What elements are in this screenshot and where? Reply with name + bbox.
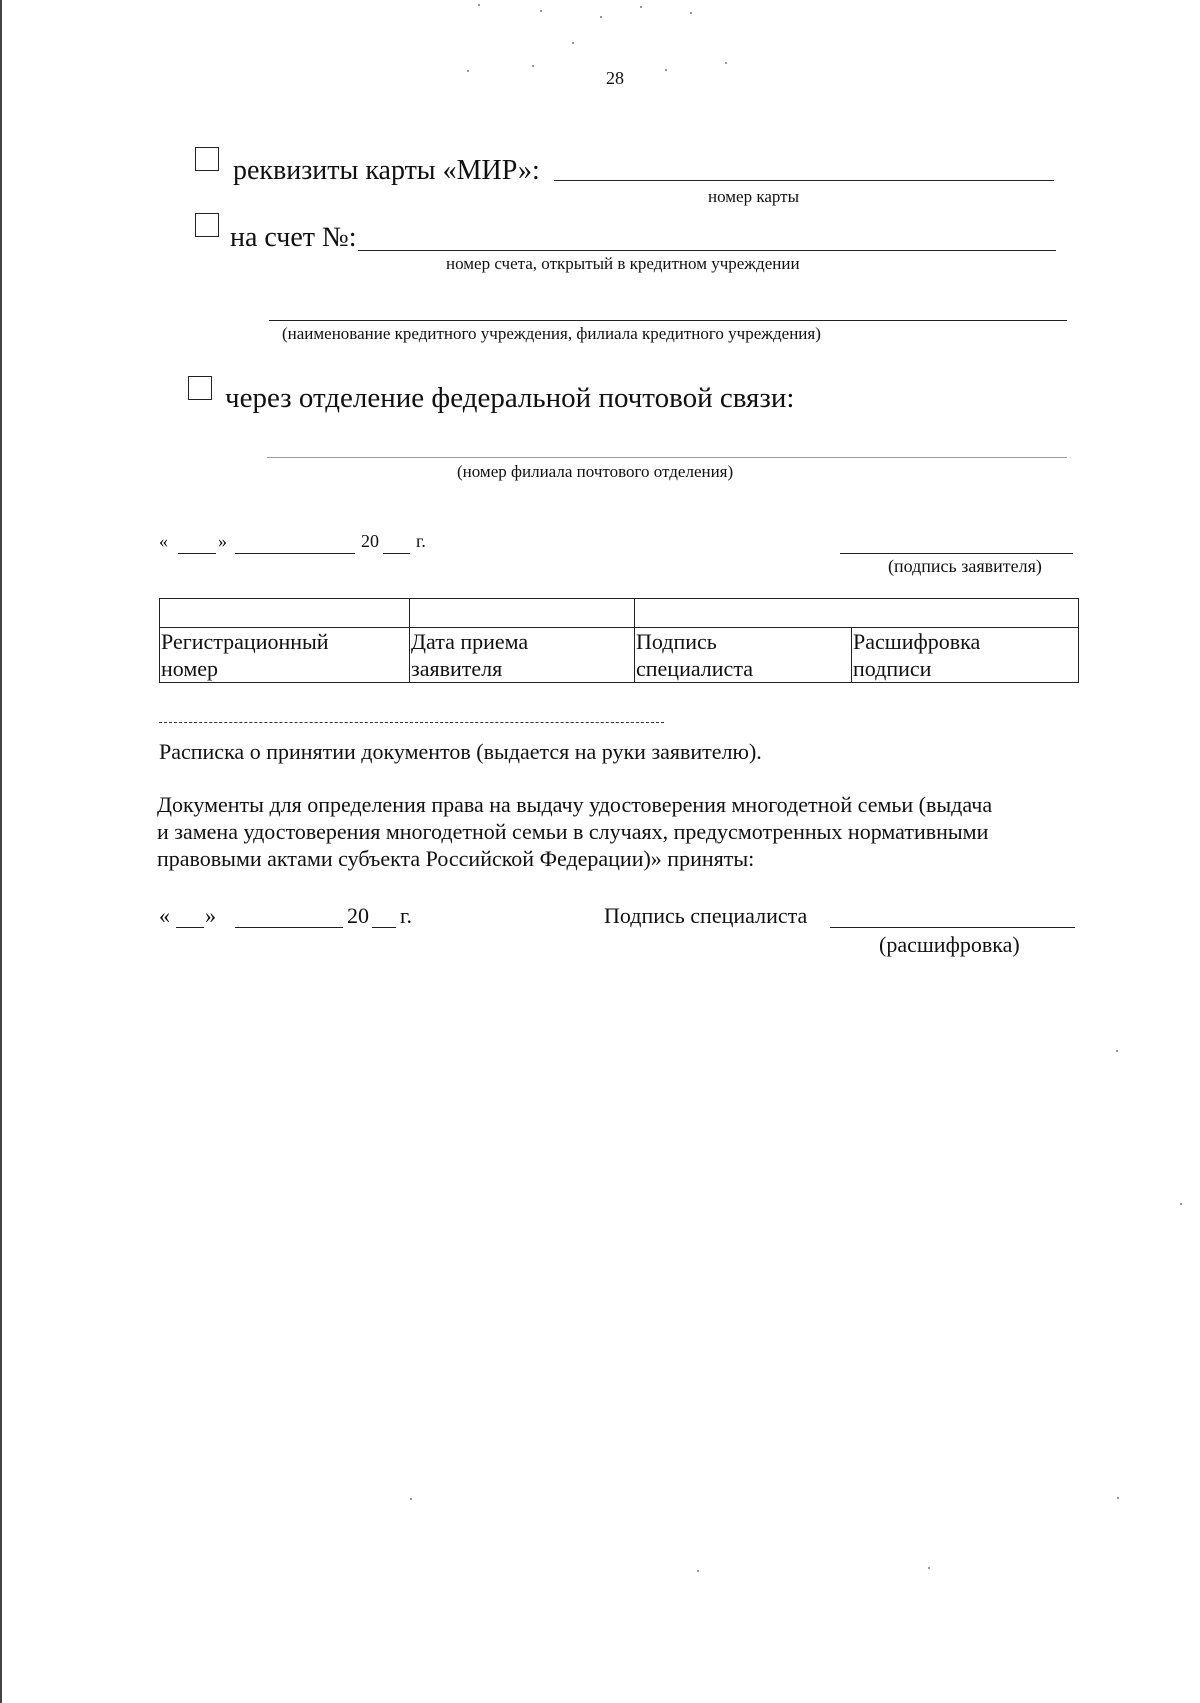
receipt-year-suffix: г.	[400, 903, 413, 928]
applicant-signature-caption: (подпись заявителя)	[888, 556, 1042, 576]
applicant-date-close-quote: »	[218, 531, 227, 551]
scan-speck	[600, 16, 602, 18]
receipt-body-line: и замена удостоверения многодетной семьи в случаях, предусмотренных нормативными	[157, 819, 989, 844]
table-cell-empty	[160, 599, 410, 628]
applicant-date-open-quote: «	[159, 531, 168, 551]
post-office-number-field[interactable]	[267, 457, 1067, 458]
bank-name-field[interactable]	[269, 320, 1067, 321]
mir-card-caption: номер карты	[708, 187, 800, 206]
account-number-field[interactable]	[358, 250, 1056, 251]
applicant-signature-field[interactable]	[840, 553, 1073, 554]
scan-speck	[725, 62, 727, 64]
applicant-year-prefix: 20	[361, 531, 379, 551]
scan-speck	[540, 10, 542, 12]
scan-speck	[928, 1567, 930, 1569]
mir-card-number-field[interactable]	[554, 180, 1054, 181]
receipt-year-field[interactable]	[372, 927, 396, 928]
table-row	[160, 599, 1079, 628]
mir-card-checkbox[interactable]	[195, 147, 219, 171]
scan-speck	[665, 69, 667, 71]
receipt-body	[157, 791, 1087, 872]
receipt-body-line: правовыми актами субъекта Российской Федерации)» приняты:	[157, 846, 755, 871]
table-row	[160, 628, 1079, 683]
table-cell-empty	[635, 599, 1079, 628]
table-header-signature-decoding: Расшифровка подписи	[852, 628, 1079, 683]
post-office-label: через отделение федеральной почтовой связи:	[225, 382, 795, 414]
applicant-day-field[interactable]	[178, 553, 216, 554]
table-header-acceptance-date: Дата приема заявителя	[410, 628, 635, 683]
scan-speck	[532, 65, 534, 67]
receipt-year-prefix: 20	[347, 903, 369, 928]
scan-edge	[0, 0, 2, 1703]
cut-line	[159, 722, 664, 723]
scan-speck	[1180, 1203, 1182, 1205]
receipt-body-line: Документы для определения права на выдачу удостоверения многодетной семьи (выдача	[157, 792, 993, 817]
mir-card-label: реквизиты карты «МИР»:	[233, 155, 540, 186]
bank-caption: (наименование кредитного учреждения, филиала кредитного учреждения)	[282, 324, 821, 343]
scan-speck	[640, 6, 642, 8]
scan-speck	[410, 1498, 412, 1500]
page-number: 28	[606, 68, 624, 88]
applicant-year-suffix: г.	[416, 531, 426, 551]
scan-speck	[1117, 1497, 1119, 1499]
account-label: на счет №:	[230, 222, 357, 253]
table-header-specialist-signature: Подпись специалиста	[635, 628, 852, 683]
table-header-registration-number: Регистрационный номер	[160, 628, 410, 683]
receipt-month-field[interactable]	[235, 927, 343, 928]
scan-speck	[572, 42, 574, 44]
specialist-signature-field[interactable]	[830, 927, 1075, 928]
scan-speck	[690, 12, 692, 14]
post-office-caption: (номер филиала почтового отделения)	[457, 462, 734, 481]
receipt-date-close-quote: »	[205, 903, 216, 928]
registration-table	[159, 598, 1079, 683]
scan-speck	[467, 70, 469, 72]
scan-speck	[697, 1570, 699, 1572]
scan-speck	[1116, 1050, 1118, 1052]
post-office-checkbox[interactable]	[188, 376, 212, 400]
table-cell-empty	[410, 599, 635, 628]
account-checkbox[interactable]	[195, 213, 219, 237]
applicant-month-field[interactable]	[235, 553, 355, 554]
receipt-day-field[interactable]	[176, 927, 204, 928]
decoding-caption: (расшифровка)	[879, 932, 1020, 957]
receipt-title: Расписка о принятии документов (выдается на руки заявителю).	[159, 739, 762, 764]
scan-speck	[478, 4, 480, 6]
specialist-signature-label: Подпись специалиста	[604, 903, 808, 928]
account-caption: номер счета, открытый в кредитном учреждении	[446, 254, 800, 273]
applicant-year-field[interactable]	[383, 553, 410, 554]
receipt-date-open-quote: «	[159, 903, 170, 928]
